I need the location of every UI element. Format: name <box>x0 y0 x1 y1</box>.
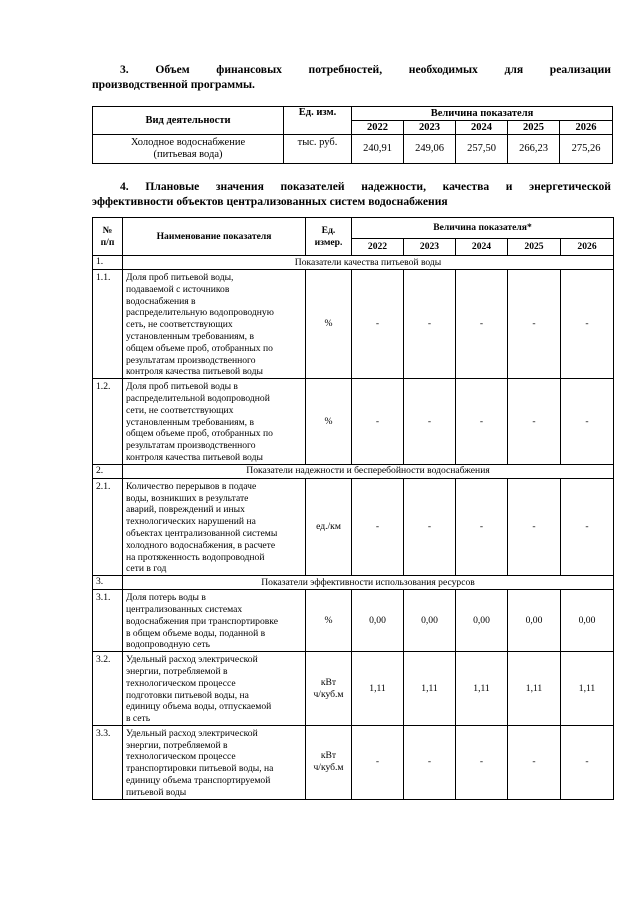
section-4-heading <box>92 179 611 209</box>
value-cell: 1,11 <box>456 652 508 726</box>
indicator-name-line: технологических нарушений на <box>126 516 256 528</box>
unit-cell <box>306 270 352 379</box>
unit-line: % <box>324 614 333 626</box>
unit-line: ч/куб.м <box>313 688 344 700</box>
value-cell: - <box>456 379 508 465</box>
indicator-name-line: контроля качества питьевой воды <box>126 366 263 378</box>
indicator-name-line: установленным требованиям, в <box>126 330 254 342</box>
section-3-heading-line1 <box>92 62 611 77</box>
header-value-group: Величина показателя <box>352 107 613 121</box>
value-cell: - <box>404 725 456 799</box>
indicator-name-line: установленным требованиям, в <box>126 416 254 428</box>
header-year: 2025 <box>508 239 561 256</box>
indicator-name-line: Доля проб питьевой воды в <box>126 381 238 393</box>
header-num <box>93 218 123 256</box>
value-cell: - <box>508 379 561 465</box>
indicator-name <box>123 590 306 652</box>
section-3-heading-line2: производственной программы. <box>92 78 255 91</box>
value-cell: 0,00 <box>561 590 614 652</box>
heading-word: показателей <box>280 180 345 193</box>
indicator-name-line: единицу объема транспортируемой <box>126 775 271 787</box>
header-year: 2026 <box>560 121 613 135</box>
header-year: 2023 <box>404 239 456 256</box>
value-cell: 1,11 <box>352 652 404 726</box>
heading-word: реализации <box>549 63 611 76</box>
indicator-name-line: Доля проб питьевой воды, <box>126 272 234 283</box>
header-unit: Ед. изм. <box>284 107 352 135</box>
indicator-name <box>123 478 306 575</box>
header-year: 2023 <box>404 121 456 135</box>
indicators-table-body <box>93 256 614 800</box>
header-unit-line: Ед. <box>321 224 336 236</box>
header-activity: Вид деятельности <box>93 107 284 135</box>
unit-line: ед./км <box>316 521 341 533</box>
table-row <box>93 590 614 652</box>
indicator-name-line: единицу объема воды, отпускаемой <box>126 701 272 713</box>
heading-word: надежности, <box>361 180 427 193</box>
value-cell: 1,11 <box>561 652 614 726</box>
value-cell: - <box>561 270 614 379</box>
indicator-name <box>123 379 306 465</box>
indicator-name-line: водоснабжения в <box>126 295 196 307</box>
indicator-name-line: сети, не соответствующих <box>126 404 234 416</box>
header-unit <box>306 218 352 256</box>
indicator-name-line: подаваемой с источников <box>126 283 230 295</box>
value-cell: - <box>404 379 456 465</box>
financial-needs-table <box>92 106 613 164</box>
table-row <box>93 135 613 164</box>
indicator-name-line: результатам производственного <box>126 354 256 366</box>
value-cell: 0,00 <box>456 590 508 652</box>
value-cell: 266,23 <box>508 135 560 164</box>
indicator-name-line: результатам производственного <box>126 440 256 452</box>
row-number: 2. <box>93 464 123 478</box>
unit-line: кВт <box>320 676 337 688</box>
value-cell: - <box>456 478 508 575</box>
value-cell: - <box>352 725 404 799</box>
indicator-name-line: Количество перерывов в подаче <box>126 480 257 492</box>
heading-word: энергетической <box>529 180 611 193</box>
value-cell: 1,11 <box>508 652 561 726</box>
value-cell: 275,26 <box>560 135 613 164</box>
indicator-name-line: в общем объеме воды, поданной в <box>126 627 266 639</box>
unit-cell <box>306 590 352 652</box>
section-row <box>93 256 614 270</box>
value-cell: 240,91 <box>352 135 404 164</box>
indicator-name-line: энергии, потребляемой в <box>126 665 228 677</box>
unit-cell <box>306 379 352 465</box>
header-unit-line: измер. <box>314 236 343 248</box>
row-number: 1.2. <box>93 379 123 465</box>
indicator-name-line: Удельный расход электрической <box>126 727 258 739</box>
header-year: 2024 <box>456 121 508 135</box>
header-num-line: № <box>102 224 113 236</box>
indicator-name-line: Удельный расход электрической <box>126 654 258 666</box>
indicator-name-line: энергии, потребляемой в <box>126 739 228 751</box>
indicator-name-line: распределительную водопроводную <box>126 307 274 319</box>
indicator-name-line: холодного водоснабжения, в расчете <box>126 539 276 551</box>
header-value-group: Величина показателя* <box>352 218 614 239</box>
indicator-name-line: аварий, повреждений и иных <box>126 504 245 516</box>
section-row <box>93 464 614 478</box>
unit-cell <box>306 725 352 799</box>
value-cell: 0,00 <box>404 590 456 652</box>
value-cell: - <box>508 478 561 575</box>
row-number: 3.1. <box>93 590 123 652</box>
activity-cell <box>93 135 284 164</box>
value-cell: 1,11 <box>404 652 456 726</box>
indicator-name-line: технологическом процессе <box>126 677 236 689</box>
table-row <box>93 725 614 799</box>
value-cell: - <box>404 478 456 575</box>
indicator-name-line: питьевой воды <box>126 786 187 798</box>
heading-word: 4. <box>120 180 129 193</box>
unit-line: % <box>324 415 333 427</box>
indicator-name-line: централизованных системах <box>126 603 243 615</box>
heading-word: потребностей, <box>308 63 383 76</box>
row-number: 3. <box>93 576 123 590</box>
indicator-name-line: на протяженность водопроводной <box>126 551 265 563</box>
heading-word: Плановые <box>145 180 200 193</box>
row-number: 1.1. <box>93 270 123 379</box>
indicator-name-line: технологическом процессе <box>126 751 236 763</box>
section-4-heading-line2: эффективности объектов централизованных систем водоснабжения <box>92 195 448 208</box>
value-cell: - <box>561 379 614 465</box>
unit-line: кВт <box>320 750 337 762</box>
value-cell: 0,00 <box>508 590 561 652</box>
indicator-name-line: в сеть <box>126 713 151 725</box>
header-num-line: п/п <box>100 236 115 248</box>
activity-line: Холодное водоснабжение <box>130 137 246 148</box>
row-number: 2.1. <box>93 478 123 575</box>
header-year: 2024 <box>456 239 508 256</box>
value-cell: 257,50 <box>456 135 508 164</box>
header-name: Наименование показателя <box>123 218 306 256</box>
indicator-name-line: объектах централизованной системы <box>126 527 278 539</box>
heading-word: Объем <box>155 63 190 76</box>
indicator-name <box>123 725 306 799</box>
row-number: 3.3. <box>93 725 123 799</box>
row-number: 3.2. <box>93 652 123 726</box>
heading-word: и <box>505 180 513 193</box>
indicator-name <box>123 652 306 726</box>
value-cell: - <box>352 379 404 465</box>
value-cell: - <box>352 478 404 575</box>
heading-word: значения <box>215 180 264 193</box>
value-cell: - <box>508 270 561 379</box>
value-cell: - <box>508 725 561 799</box>
table-row <box>93 478 614 575</box>
heading-word: финансовых <box>216 63 282 76</box>
value-cell: 249,06 <box>404 135 456 164</box>
value-cell: - <box>456 270 508 379</box>
section-title: Показатели эффективности использования ресурсов <box>123 576 614 590</box>
indicator-name-line: контроля качества питьевой воды <box>126 451 263 463</box>
indicator-name-line: транспортировки питьевой воды, на <box>126 763 274 775</box>
section-title: Показатели надежности и бесперебойности водоснабжения <box>123 464 614 478</box>
indicator-name-line: водопроводную сеть <box>126 639 210 651</box>
unit-line: ч/куб.м <box>313 762 344 774</box>
value-cell: - <box>404 270 456 379</box>
indicator-name-line: водоснабжения при транспортировке <box>126 615 278 627</box>
indicator-name-line: подготовки питьевой воды, на <box>126 689 249 701</box>
indicator-name-line: общем объеме проб, отобранных по <box>126 428 273 440</box>
heading-word: необходимых <box>408 63 478 76</box>
section-3-heading <box>92 62 611 92</box>
heading-word: 3. <box>120 63 129 76</box>
row-number: 1. <box>93 256 123 270</box>
section-title: Показатели качества питьевой воды <box>123 256 614 270</box>
indicator-name-line: Доля потерь воды в <box>126 592 206 604</box>
heading-word: для <box>504 63 524 76</box>
value-cell: - <box>561 725 614 799</box>
value-cell: - <box>352 270 404 379</box>
table-row <box>93 270 614 379</box>
section-row <box>93 576 614 590</box>
indicator-name-line: сети в год <box>126 563 167 575</box>
heading-word: качества <box>442 180 490 193</box>
indicator-name-line: распределительной водопроводной <box>126 392 270 404</box>
table-row <box>93 652 614 726</box>
header-year: 2026 <box>561 239 614 256</box>
indicator-name <box>123 270 306 379</box>
header-year: 2025 <box>508 121 560 135</box>
indicator-name-line: общем объеме проб, отобранных по <box>126 342 273 354</box>
header-year: 2022 <box>352 121 404 135</box>
value-cell: - <box>561 478 614 575</box>
section-4-heading-line1 <box>92 179 611 194</box>
activity-line: (питьевая вода) <box>153 149 223 160</box>
value-cell: - <box>456 725 508 799</box>
indicators-table <box>92 217 614 800</box>
indicator-name-line: воды, возникших в результате <box>126 492 249 504</box>
header-year: 2022 <box>352 239 404 256</box>
unit-cell: тыс. руб. <box>284 135 352 164</box>
value-cell: 0,00 <box>352 590 404 652</box>
unit-cell <box>306 478 352 575</box>
unit-line: % <box>324 318 333 330</box>
unit-cell <box>306 652 352 726</box>
table-row <box>93 379 614 465</box>
indicator-name-line: сеть, не соответствующих <box>126 319 233 331</box>
